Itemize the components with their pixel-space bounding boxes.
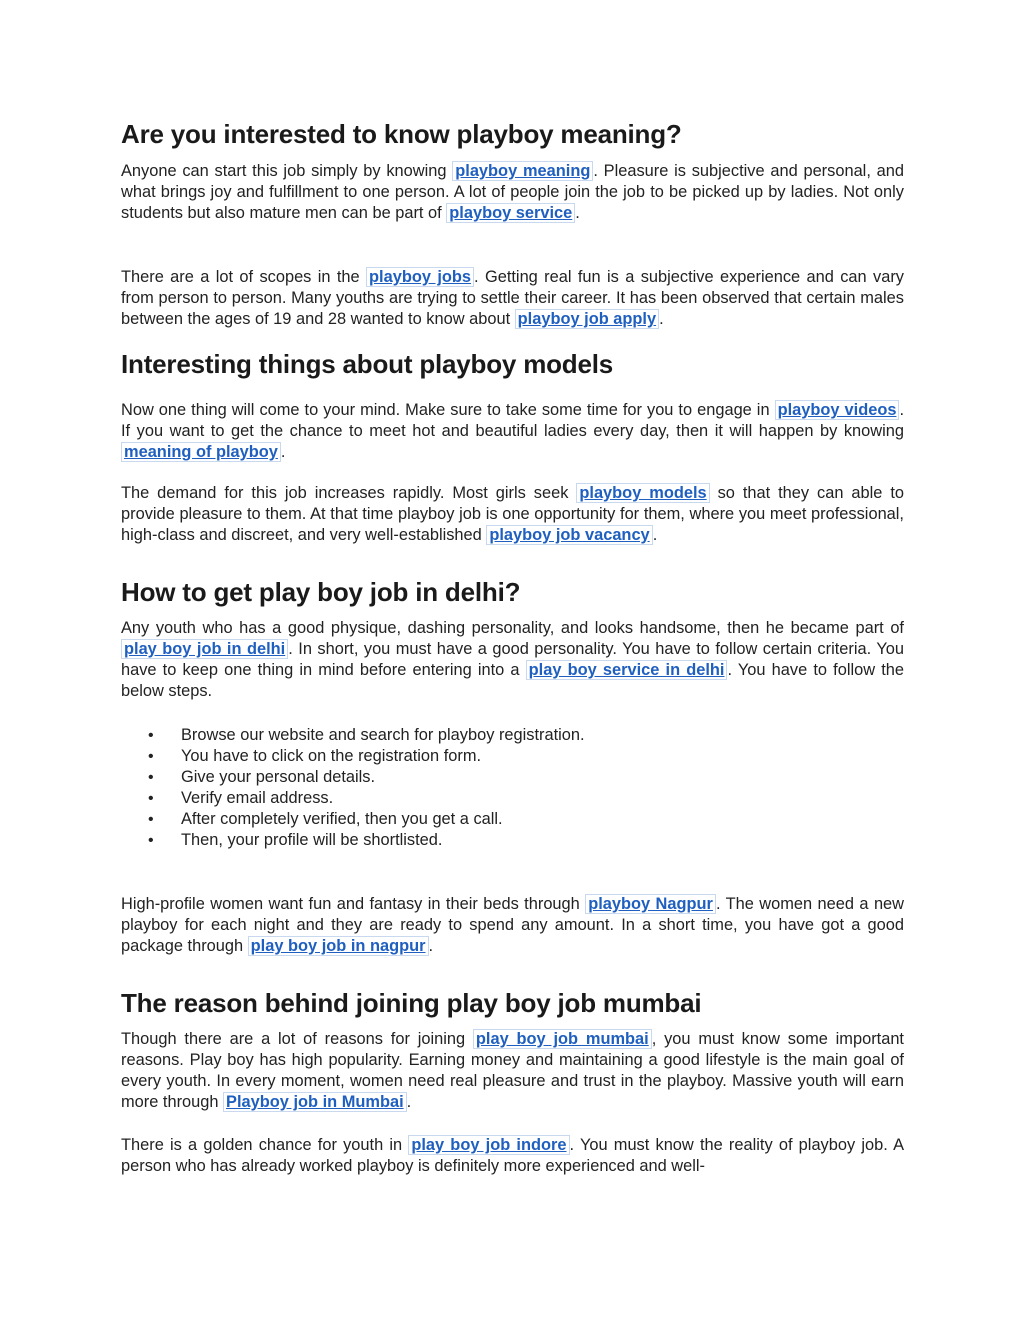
paragraph: Though there are a lot of reasons for joining play boy job mumbai , you must know some important reasons. Play boy has high popularity. Earning money and maintaining a good lifestyle is the main goal of every youth. In every moment, women need real pleasure and trust in the playboy. Massive youth will earn more through Playboy job in Mumbai . xyxy=(121,1030,904,1111)
paragraph: Anyone can start this job simply by knowing playboy meaning . Pleasure is subjective and personal, and what brings joy and fulfillment to one person. A lot of people join the job to be picked up by ladies. Not only students but also mature men can be part of playboy service . xyxy=(121,162,904,222)
paragraph: Now one thing will come to your mind. Make sure to take some time for you to engage in playboy videos . If you want to get the chance to meet hot and beautiful ladies every day, then it will happen by knowing meaning of playboy . xyxy=(121,401,905,461)
link-play-boy-job-in-nagpur[interactable]: play boy job in nagpur xyxy=(248,936,429,956)
list-item: • Then, your profile will be shortlisted. xyxy=(121,830,904,851)
link-play-boy-job-indore[interactable]: play boy job indore xyxy=(408,1135,569,1155)
link-playboy-job-apply[interactable]: playboy job apply xyxy=(515,309,659,329)
link-play-boy-job-in-delhi[interactable]: play boy job in delhi xyxy=(121,639,288,659)
link-playboy-meaning[interactable]: playboy meaning xyxy=(452,161,593,181)
list-item: • You have to click on the registration form. xyxy=(121,746,904,767)
paragraph: There are a lot of scopes in the playboy jobs . Getting real fun is a subjective experience and can vary from person to person. Many youths are trying to settle their career. It has been observed that certain males between the ages of 19 and 28 wanted to know about playboy job apply . xyxy=(121,268,904,328)
document-content xyxy=(121,118,904,1177)
steps-list xyxy=(121,725,904,851)
link-playboy-nagpur[interactable]: playboy Nagpur xyxy=(585,894,716,914)
link-meaning-of-playboy[interactable]: meaning of playboy xyxy=(121,442,281,462)
link-playboy-models[interactable]: playboy models xyxy=(576,483,709,503)
paragraph: High-profile women want fun and fantasy in their beds through playboy Nagpur . The women need a new playboy for each night and they are ready to spend any amount. In a short time, you have got a good package through play boy job in nagpur . xyxy=(121,895,905,955)
link-playboy-jobs[interactable]: playboy jobs xyxy=(366,267,474,287)
heading-play-boy-job-delhi: How to get play boy job in delhi? xyxy=(121,577,521,607)
list-item: • Give your personal details. xyxy=(121,767,904,788)
heading-playboy-meaning: Are you interested to know playboy meaning? xyxy=(121,119,682,149)
list-item: • Verify email address. xyxy=(121,788,904,809)
link-playboy-service[interactable]: playboy service xyxy=(446,203,575,223)
link-play-boy-job-mumbai[interactable]: play boy job mumbai xyxy=(473,1029,652,1049)
list-item: • Browse our website and search for playboy registration. xyxy=(121,725,904,746)
heading-playboy-models: Interesting things about playboy models xyxy=(121,349,614,379)
list-item: • After completely verified, then you get a call. xyxy=(121,809,904,830)
link-playboy-job-in-mumbai[interactable]: Playboy job in Mumbai xyxy=(223,1092,407,1112)
link-playboy-job-vacancy[interactable]: playboy job vacancy xyxy=(486,525,652,545)
paragraph: The demand for this job increases rapidly. Most girls seek playboy models so that they can able to provide pleasure to them. At that time playboy job is one opportunity for them, where you meet professional, high-class and discreet, and very well-established playboy job vacancy . xyxy=(121,484,905,544)
paragraph: Any youth who has a good physique, dashing personality, and looks handsome, then he became part of play boy job in delhi . In short, you must have a good personality. You have to follow certain criteria. You have to keep one thing in mind before entering into a play boy service in delhi . You have to follow the below steps. xyxy=(121,619,904,700)
link-play-boy-service-in-delhi[interactable]: play boy service in delhi xyxy=(526,660,728,680)
heading-play-boy-job-mumbai: The reason behind joining play boy job mumbai xyxy=(121,988,702,1018)
link-playboy-videos[interactable]: playboy videos xyxy=(775,400,900,420)
paragraph: There is a golden chance for youth in play boy job indore . You must know the reality of playboy job. A person who has already worked playboy is definitely more experienced and well- xyxy=(121,1136,905,1175)
